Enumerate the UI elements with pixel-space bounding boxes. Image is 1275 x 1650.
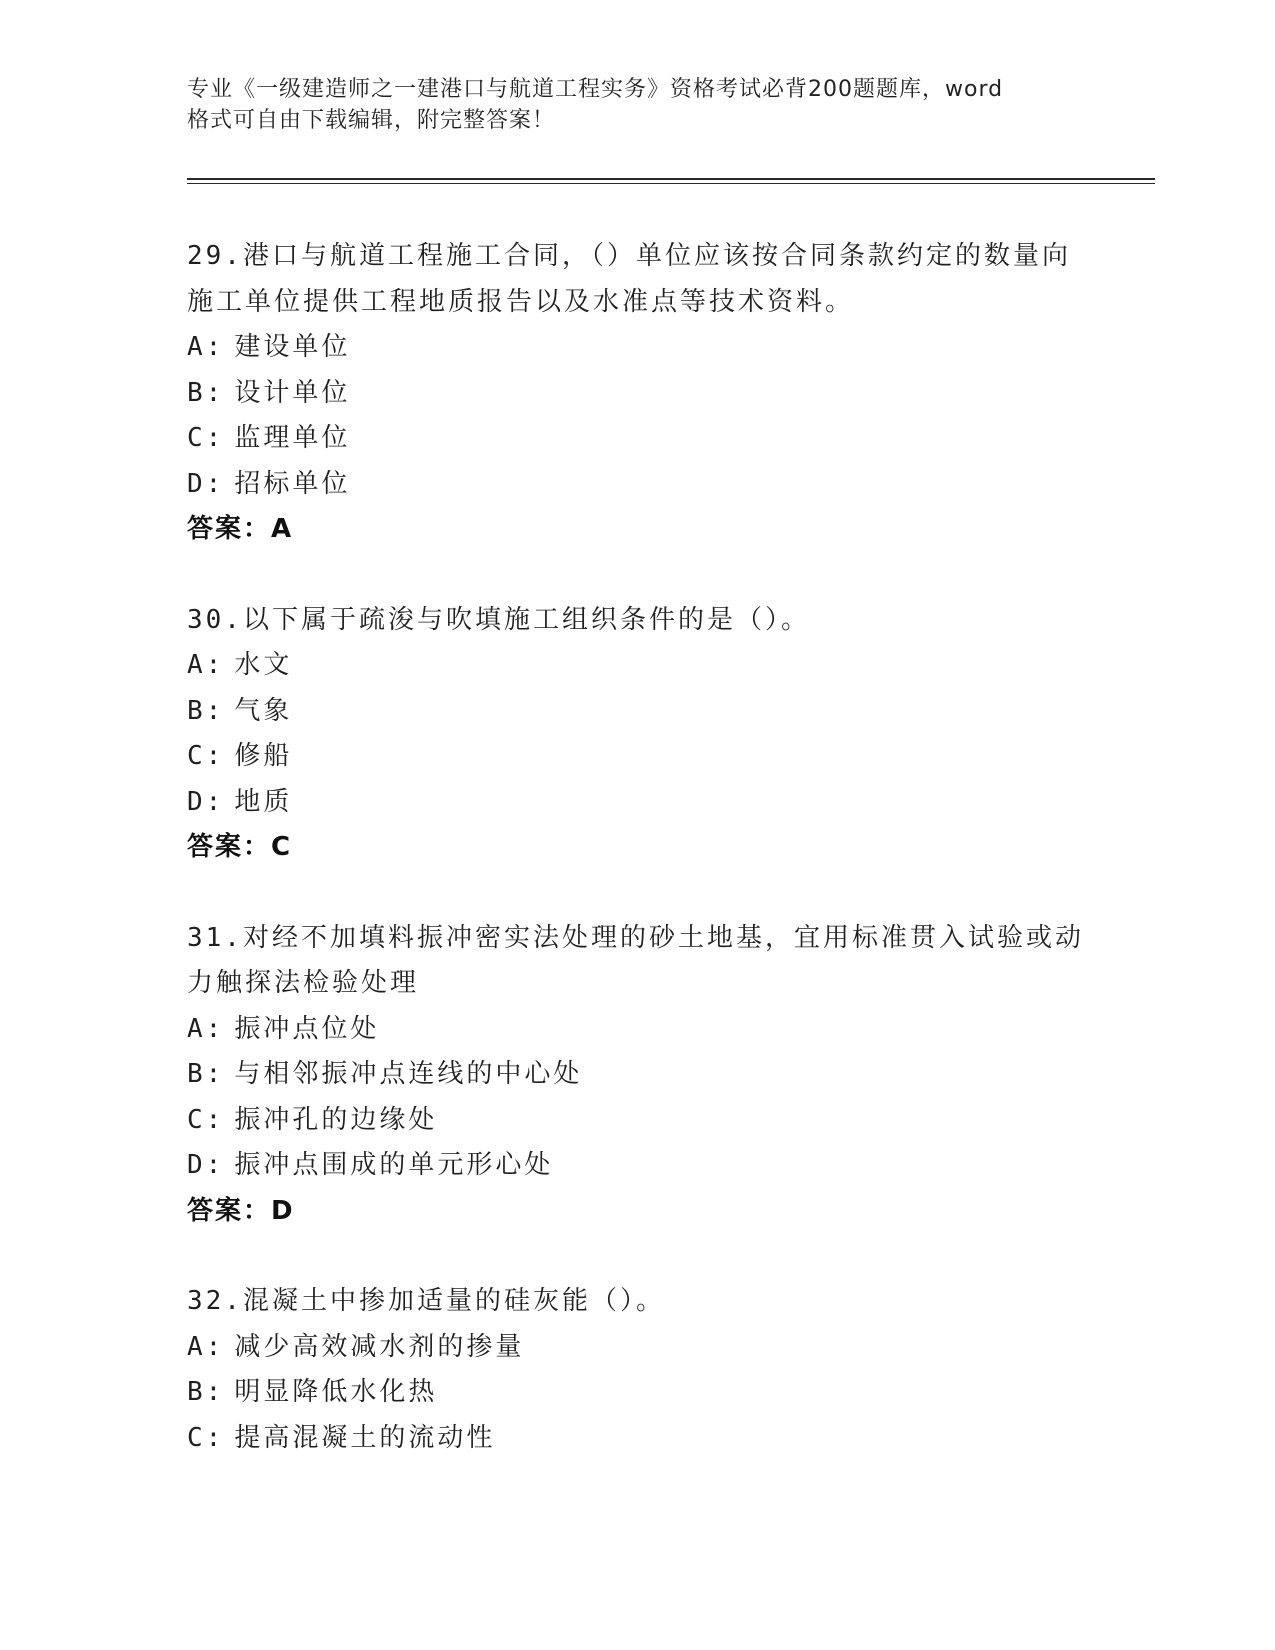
option-b (187, 1370, 1087, 1416)
question-32 (187, 1279, 1087, 1461)
option-text: 减少高效减水剂的掺量 (234, 1331, 525, 1362)
question-31 (187, 916, 1087, 1235)
option-text: 气象 (234, 695, 293, 726)
answer-line: 答案：D (187, 1195, 295, 1226)
option-text: 提高混凝土的流动性 (234, 1422, 496, 1453)
option-text: 振冲点位处 (234, 1013, 380, 1044)
option-key: B: (187, 1377, 225, 1407)
option-b (187, 1052, 1087, 1098)
option-text: 水文 (234, 650, 293, 680)
option-text: 明显降低水化热 (234, 1377, 438, 1407)
option-c (187, 1098, 1087, 1144)
option-c (187, 416, 1087, 462)
option-d (187, 1143, 1087, 1189)
question-stem: 32.混凝土中掺加适量的硅灰能（）。 (187, 1286, 665, 1316)
header-divider-thick (187, 178, 1155, 180)
header-line-1: 专业《一级建造师之一建港口与航道工程实务》资格考试必背200题题库，word (187, 77, 1004, 102)
option-text: 设计单位 (234, 377, 351, 408)
option-key: B: (187, 377, 225, 408)
option-a (187, 643, 1087, 689)
option-text: 地质 (234, 786, 293, 817)
option-text: 修船 (234, 741, 293, 771)
option-key: A: (187, 1013, 225, 1044)
option-key: A: (187, 332, 225, 362)
question-list (187, 234, 1087, 1506)
option-a (187, 325, 1087, 371)
option-key: D: (187, 786, 225, 817)
option-c (187, 1416, 1087, 1462)
option-text: 建设单位 (234, 332, 351, 362)
option-key: C: (187, 1104, 225, 1135)
option-key: D: (187, 1150, 225, 1180)
option-text: 监理单位 (234, 423, 351, 453)
option-a (187, 1007, 1087, 1053)
question-stem: 31.对经不加填料振冲密实法处理的砂土地基，宜用标准贯入试验或动力触探法检验处理 (187, 922, 1084, 998)
question-30 (187, 598, 1087, 871)
header-line-2: 格式可自由下载编辑，附完整答案！ (187, 108, 556, 133)
option-a (187, 1325, 1087, 1371)
option-text: 招标单位 (234, 468, 351, 499)
question-29 (187, 234, 1087, 553)
question-stem: 29.港口与航道工程施工合同，（）单位应该按合同条款约定的数量向施工单位提供工程地质报告以及水准点等技术资料。 (187, 241, 1071, 317)
option-key: C: (187, 741, 225, 771)
option-text: 与相邻振冲点连线的中心处 (234, 1059, 583, 1089)
option-key: C: (187, 423, 225, 453)
option-text: 振冲孔的边缘处 (234, 1104, 438, 1135)
option-d (187, 780, 1087, 826)
option-key: B: (187, 695, 225, 726)
option-b (187, 689, 1087, 735)
option-key: A: (187, 1331, 225, 1362)
option-c (187, 734, 1087, 780)
option-b (187, 371, 1087, 417)
document-header (187, 74, 1067, 136)
option-key: B: (187, 1059, 225, 1089)
option-d (187, 462, 1087, 508)
option-text: 振冲点围成的单元形心处 (234, 1150, 554, 1180)
question-stem: 30.以下属于疏浚与吹填施工组织条件的是（）。 (187, 604, 810, 635)
option-key: C: (187, 1422, 225, 1453)
option-key: A: (187, 650, 225, 680)
answer-line: 答案：A (187, 514, 294, 544)
header-divider-thin (187, 183, 1155, 184)
answer-line: 答案：C (187, 832, 293, 862)
option-key: D: (187, 468, 225, 499)
